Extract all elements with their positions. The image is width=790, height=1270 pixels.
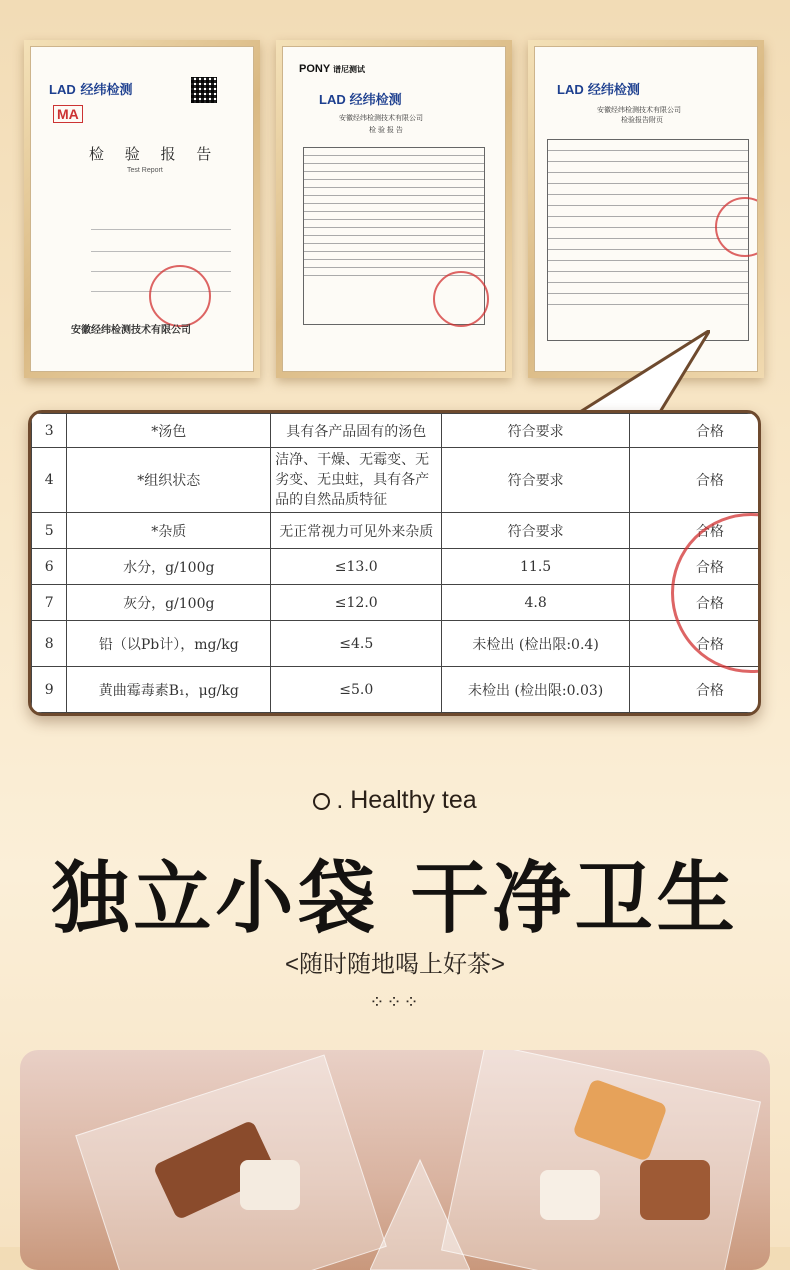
report-title: 检验报告附页 <box>621 117 663 124</box>
cert-title-en: Test Report <box>127 167 163 174</box>
test-results-table <box>31 413 761 713</box>
table-row <box>32 513 762 549</box>
table-row <box>32 448 762 513</box>
table-row <box>32 621 762 667</box>
magnified-report-table <box>28 410 761 716</box>
row-number: 3 <box>32 414 67 448</box>
tagline-text: . Healthy tea <box>336 786 477 814</box>
lad-logo: LAD 经纬检测 <box>49 82 133 97</box>
english-tagline <box>0 786 790 815</box>
judgement: 合格 <box>629 585 761 621</box>
qr-code-icon <box>191 77 217 103</box>
row-number: 7 <box>32 585 67 621</box>
test-item: *组织状态 <box>67 448 271 513</box>
org-header: 安徽经纬检测技术有限公司 <box>339 115 423 122</box>
judgement: 合格 <box>629 621 761 667</box>
row-number: 9 <box>32 667 67 713</box>
test-item: *杂质 <box>67 513 271 549</box>
standard-requirement: 无正常视力可见外来杂质 <box>271 513 442 549</box>
test-item: 黄曲霉毒素B₁，μg/kg <box>67 667 271 713</box>
standard-requirement: 洁净、干燥、无霉变、无劣变、无虫蛀，具有各产品的自然品质特征 <box>271 448 442 513</box>
table-row <box>32 549 762 585</box>
test-item: 水分，g/100g <box>67 549 271 585</box>
certificate-frame-2 <box>276 40 512 378</box>
standard-requirement: ≤4.5 <box>271 621 442 667</box>
test-result: 4.8 <box>442 585 629 621</box>
table-row <box>32 585 762 621</box>
test-item: 铅（以Pb计），mg/kg <box>67 621 271 667</box>
callout-pointer <box>560 330 710 420</box>
row-number: 8 <box>32 621 67 667</box>
headline: 独立小袋 干净卫生 <box>51 854 739 944</box>
issuer-name: 安徽经纬检测技术有限公司 <box>71 325 191 336</box>
divider <box>91 229 231 230</box>
judgement: 合格 <box>629 549 761 585</box>
certificate-page-3 <box>534 46 758 372</box>
red-seal-stamp <box>433 271 489 327</box>
certificate-frame-3 <box>528 40 764 378</box>
test-item: 灰分，g/100g <box>67 585 271 621</box>
certificate-frame-1 <box>24 40 260 378</box>
table-row <box>32 667 762 713</box>
ma-mark: MA <box>53 105 83 123</box>
test-result: 未检出 (检出限:0.4) <box>442 621 629 667</box>
standard-requirement: ≤13.0 <box>271 549 442 585</box>
judgement: 合格 <box>629 667 761 713</box>
judgement: 合格 <box>629 414 761 448</box>
org-header: 安徽经纬检测技术有限公司 <box>597 107 681 114</box>
table-row <box>32 414 762 448</box>
row-number: 6 <box>32 549 67 585</box>
dried-fruit <box>540 1170 600 1220</box>
test-result: 未检出 (检出限:0.03) <box>442 667 629 713</box>
dried-fruit <box>640 1160 710 1220</box>
decorative-dots: ⁘⁘⁘ <box>369 992 421 1012</box>
pony-logo: PONY 谱尼测试 <box>299 63 366 75</box>
lad-logo: LAD 经纬检测 <box>319 92 402 107</box>
circle-icon <box>313 793 330 810</box>
dried-fruit <box>240 1160 300 1210</box>
row-number: 5 <box>32 513 67 549</box>
test-item: *汤色 <box>67 414 271 448</box>
standard-requirement: 具有各产品固有的汤色 <box>271 414 442 448</box>
red-seal-stamp <box>149 265 211 327</box>
test-result: 符合要求 <box>442 448 629 513</box>
test-result: 符合要求 <box>442 513 629 549</box>
certificate-page-2 <box>282 46 506 372</box>
cert-title: 检 验 报 告 <box>89 145 220 163</box>
divider <box>91 251 231 252</box>
tea-bag-photo <box>20 1050 770 1270</box>
row-number: 4 <box>32 448 67 513</box>
subheadline: <随时随地喝上好茶> <box>284 951 506 978</box>
lad-logo: LAD 经纬检测 <box>557 82 640 97</box>
judgement: 合格 <box>629 448 761 513</box>
standard-requirement: ≤12.0 <box>271 585 442 621</box>
tea-bag-tag <box>370 1150 470 1270</box>
test-result: 11.5 <box>442 549 629 585</box>
certificate-page-1 <box>30 46 254 372</box>
test-result: 符合要求 <box>442 414 629 448</box>
judgement: 合格 <box>629 513 761 549</box>
report-title: 检 验 报 告 <box>369 127 403 134</box>
standard-requirement: ≤5.0 <box>271 667 442 713</box>
